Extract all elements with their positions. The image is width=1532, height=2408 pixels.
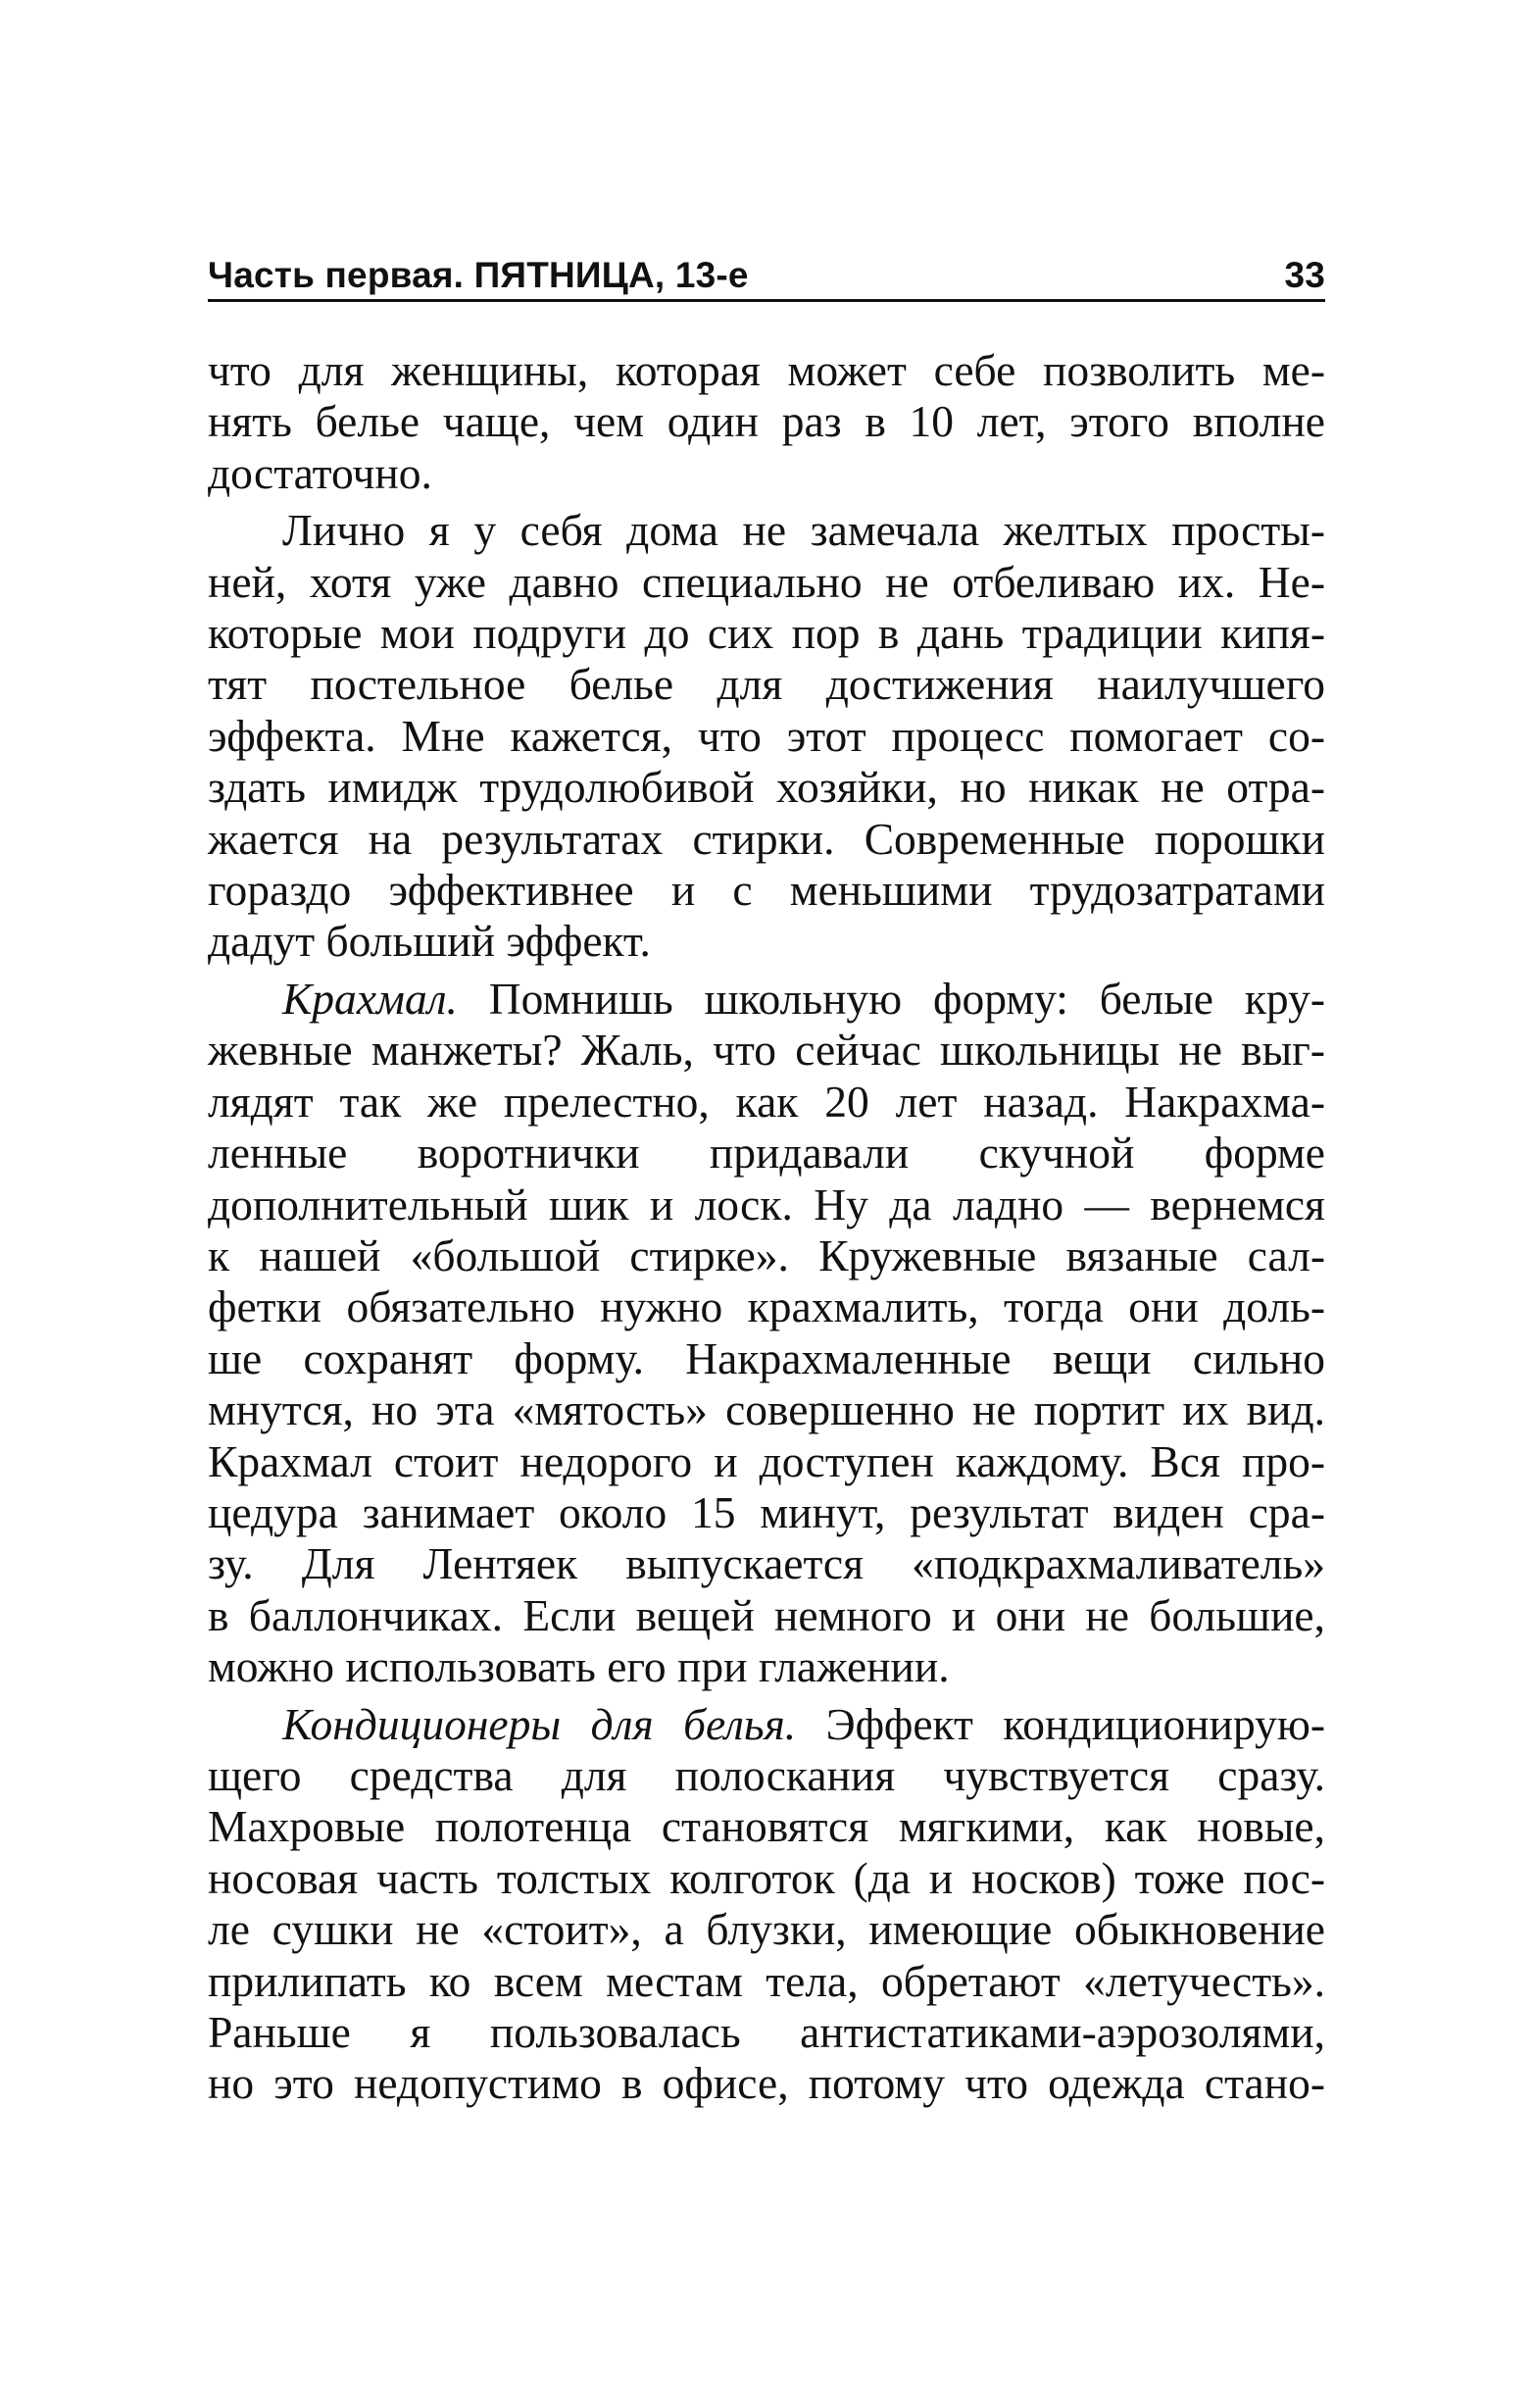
text-line: к нашей «большой стирке». Кружевные вязаные сал- — [208, 1229, 1325, 1280]
text-line — [208, 1699, 1325, 1750]
paragraph — [208, 345, 1325, 499]
text-line: ле сушки не «стоит», а блузки, имеющие обыкновение — [208, 1904, 1325, 1955]
text-line: ленные воротнички придавали скучной форме — [208, 1128, 1325, 1179]
text-line: жевные манжеты? Жаль, что сейчас школьницы не выг- — [208, 1025, 1325, 1076]
text-line: достаточно. — [208, 447, 432, 498]
term-heading: Кондиционеры для белья. — [282, 1698, 797, 1749]
text-line: цедура занимает около 15 минут, результат виден сра- — [208, 1486, 1325, 1537]
text-line: жается на результатах стирки. Современные порошки — [208, 813, 1325, 864]
term-heading: Крахмал. — [282, 973, 458, 1024]
running-header — [208, 241, 1325, 296]
text-line: Крахмал стоит недорого и доступен каждому. Вся про- — [208, 1435, 1325, 1486]
text-line: носовая часть толстых колготок (да и носков) тоже пос- — [208, 1852, 1325, 1903]
page-number: 33 — [1284, 255, 1325, 295]
text-fragment: Помнишь школьную форму: белые кру- — [457, 973, 1325, 1024]
text-line: зу. Для Лентяек выпускается «подкрахмаливатель» — [208, 1538, 1325, 1589]
text-line: можно использовать его при глажении. — [208, 1641, 950, 1692]
text-line: которые мои подруги до сих пор в дань традиции кипя- — [208, 608, 1325, 659]
text-line: здать имидж трудолюбивой хозяйки, но никак не отра- — [208, 762, 1325, 813]
text-line — [208, 974, 1325, 1025]
text-line: тят постельное белье для достижения наилучшего — [208, 659, 1325, 710]
text-line: ней, хотя уже давно специально не отбеливаю их. Не- — [208, 556, 1325, 607]
text-line: что для женщины, которая может себе позволить ме- — [208, 345, 1325, 395]
body-text — [208, 345, 1325, 2116]
text-line: нять белье чаще, чем один раз в 10 лет, этого вполне — [208, 396, 1325, 447]
text-line: дадут больший эффект. — [208, 916, 651, 967]
text-line: ше сохранят форму. Накрахмаленные вещи сильно — [208, 1332, 1325, 1383]
text-line: в баллончиках. Если вещей немного и они не большие, — [208, 1589, 1325, 1640]
header-rule — [208, 299, 1325, 302]
text-line: но это недопустимо в офисе, потому что одежда стано- — [208, 2058, 1325, 2109]
text-line: Раньше я пользовалась антистатиками-аэрозолями, — [208, 2007, 1325, 2057]
text-line: щего средства для полоскания чувствуется сразу. — [208, 1749, 1325, 1800]
paragraph — [208, 505, 1325, 968]
paragraph — [208, 1699, 1325, 2110]
text-line: Лично я у себя дома не замечала желтых просты- — [282, 505, 1325, 556]
text-line: фетки обязательно нужно крахмалить, тогда они доль- — [208, 1281, 1325, 1332]
text-line: эффекта. Мне кажется, что этот процесс помогает со- — [208, 710, 1325, 761]
chapter-title: Часть первая. ПЯТНИЦА, 13-е — [208, 255, 749, 295]
text-line: дополнительный шик и лоск. Ну да ладно — вернемся — [208, 1179, 1325, 1229]
text-line: Махровые полотенца становятся мягкими, как новые, — [208, 1801, 1325, 1852]
text-line: мнутся, но эта «мятость» совершенно не портит их вид. — [208, 1384, 1325, 1435]
text-line: гораздо эффективнее и с меньшими трудозатратами — [208, 865, 1325, 916]
text-line: прилипать ко всем местам тела, обретают «летучесть». — [208, 1955, 1325, 2006]
text-fragment: Эффект кондиционирую- — [796, 1698, 1325, 1749]
text-line: лядят так же прелестно, как 20 лет назад. Накрахма- — [208, 1076, 1325, 1127]
paragraph — [208, 974, 1325, 1693]
